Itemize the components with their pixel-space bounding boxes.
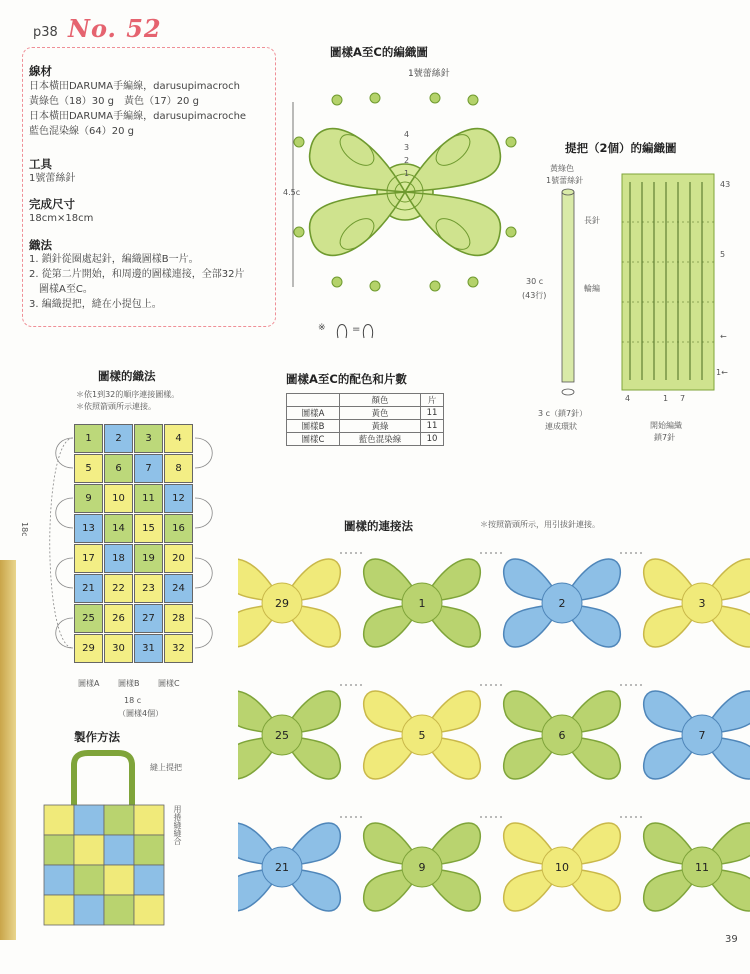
layout-cell: 18	[104, 544, 133, 573]
layout-bottom-sub: （圖樣4個）	[118, 709, 164, 718]
joining-motif-number: 10	[555, 861, 569, 874]
layout-cell: 11	[134, 484, 163, 513]
joining-motif-number: 21	[275, 861, 289, 874]
joining-title: 圖樣的連接法	[344, 519, 413, 533]
layout-cell: 25	[74, 604, 103, 633]
bag-diagram	[38, 745, 168, 940]
motif-chart-hook: 1號蕾絲針	[408, 69, 450, 79]
method-line: 1. 鎖針從圈處起針，編織圖樣B一片。	[29, 254, 199, 265]
handle-rows: (43行)	[522, 291, 547, 300]
handle-hook: 1號蕾絲針	[546, 176, 584, 185]
page-number-left: p38	[33, 25, 58, 40]
layout-cell: 30	[104, 634, 133, 663]
layout-side-label: 18c	[20, 522, 29, 537]
joining-motif	[364, 691, 481, 779]
layout-cell: 9	[74, 484, 103, 513]
layout-cell: 6	[104, 454, 133, 483]
method-line: 2. 從第二片開始，和周邊的圖樣連接，全部32片	[29, 269, 245, 280]
picot-stitch-icon	[332, 314, 382, 344]
joining-motif	[644, 691, 750, 779]
layout-cell: 19	[134, 544, 163, 573]
joining-motif-number: 3	[698, 597, 706, 610]
layout-cell: 1	[74, 424, 103, 453]
joining-motif-number: 2	[558, 597, 566, 610]
layout-note: ＊依1到32的順序連接圖樣。	[76, 390, 180, 399]
joining-motif	[504, 823, 621, 911]
joining-motif	[644, 823, 750, 911]
table-cell: 片	[421, 394, 444, 407]
handle-col-label: 1	[663, 394, 669, 403]
table-cell: 藍色混染線	[340, 433, 421, 446]
handle-row-label: 5	[720, 250, 726, 259]
table-row	[287, 394, 444, 407]
layout-cell: 8	[164, 454, 193, 483]
book-spine-edge	[0, 560, 16, 940]
handle-start-note: 開始編織	[650, 421, 682, 430]
color-table	[286, 393, 444, 446]
layout-cell: 14	[104, 514, 133, 543]
layout-cell: 26	[104, 604, 133, 633]
layout-title: 圖樣的織法	[98, 369, 156, 383]
table-cell: 顏色	[340, 394, 421, 407]
handle-stitch-chart	[620, 172, 716, 394]
materials-line: 黃綠色（18）30 g 黃色（17）20 g	[29, 96, 199, 107]
materials-line: 日本橫田DARUMA手編線，darusupimacroche	[29, 111, 247, 122]
joining-motif-number: 5	[418, 729, 426, 742]
layout-cell: 16	[164, 514, 193, 543]
color-table-title: 圖樣A至C的配色和片數	[286, 372, 407, 386]
svg-text:=: =	[352, 324, 361, 335]
round-label: 1	[404, 169, 410, 178]
round-label: 2	[404, 156, 410, 165]
stitch-note-symbol: ※	[318, 323, 326, 333]
motif-chart-title: 圖樣A至C的編織圖	[330, 45, 428, 59]
legend-item: 圖樣C	[158, 679, 180, 688]
layout-cell: 17	[74, 544, 103, 573]
table-row	[287, 433, 444, 446]
legend-item: 圖樣B	[118, 679, 140, 688]
table-cell: 11	[421, 420, 444, 433]
layout-cell: 3	[134, 424, 163, 453]
materials-lines	[29, 79, 246, 139]
making-title: 製作方法	[74, 730, 120, 744]
layout-note: ＊依照箭頭所示連接。	[76, 402, 156, 411]
round-label: 3	[404, 143, 410, 152]
layout-cell: 21	[74, 574, 103, 603]
handle-row-label: ←	[720, 332, 727, 341]
joining-motif-number: 6	[558, 729, 566, 742]
handle-chain-note-2: 連成環狀	[545, 422, 577, 431]
layout-cell: 4	[164, 424, 193, 453]
joining-motif	[364, 559, 481, 647]
joining-note: ＊按照箭頭所示，用引拔針連接。	[480, 520, 600, 529]
table-cell: 圖樣C	[287, 433, 340, 446]
joining-motif	[238, 559, 340, 647]
layout-cell: 7	[134, 454, 163, 483]
method-line: 3. 編織提把，縫在小提包上。	[29, 299, 162, 310]
layout-cell: 10	[104, 484, 133, 513]
layout-cell: 12	[164, 484, 193, 513]
handle-row-label: 1←	[716, 368, 728, 377]
joining-motif	[364, 823, 481, 911]
joining-motif	[238, 691, 340, 779]
joining-motifs-svg	[238, 545, 750, 935]
layout-cell: 13	[74, 514, 103, 543]
page-number-right: 39	[725, 934, 738, 945]
joining-motif	[238, 823, 340, 911]
joining-motif-number: 11	[695, 861, 709, 874]
table-cell: 黃色	[340, 407, 421, 420]
layout-cell: 22	[104, 574, 133, 603]
size-line: 18cm×18cm	[29, 213, 94, 224]
handle-color: 黃綠色	[550, 164, 574, 173]
layout-cell: 15	[134, 514, 163, 543]
table-cell: 11	[421, 407, 444, 420]
joining-motif-number: 1	[418, 597, 426, 610]
handle-start-note-2: 鎖7針	[654, 433, 676, 442]
round-label: 4	[404, 130, 410, 139]
tools-heading: 工具	[29, 157, 52, 171]
layout-grid	[74, 424, 194, 664]
layout-cell: 29	[74, 634, 103, 663]
joining-motif	[504, 691, 621, 779]
table-row	[287, 420, 444, 433]
joining-motif-number: 29	[275, 597, 289, 610]
size-heading: 完成尺寸	[29, 197, 75, 211]
table-cell: 黃綠	[340, 420, 421, 433]
method-line: 圖樣A至C。	[39, 284, 93, 295]
handle-sew-note: 縫上提把	[150, 763, 182, 772]
handle-col-label: 7	[680, 394, 686, 403]
handle-chart-title: 提把（2個）的編織圖	[565, 141, 677, 155]
layout-cell: 24	[164, 574, 193, 603]
table-row	[287, 407, 444, 420]
table-cell: 圖樣A	[287, 407, 340, 420]
layout-cell: 5	[74, 454, 103, 483]
joining-diagram	[238, 545, 750, 935]
joining-motif-number: 7	[698, 729, 706, 742]
table-cell: 10	[421, 433, 444, 446]
joining-motif	[504, 559, 621, 647]
layout-cell: 27	[134, 604, 163, 633]
layout-cell: 31	[134, 634, 163, 663]
handle-chain-note: 3 c（鎖7針）	[538, 409, 588, 418]
handle-stitch-2: 輪編	[584, 284, 600, 293]
handle-length: 30 c	[526, 277, 544, 286]
pattern-number: No. 52	[68, 14, 162, 43]
materials-line: 日本橫田DARUMA手編線，darusupimacroch	[29, 81, 240, 92]
layout-cell: 32	[164, 634, 193, 663]
layout-cell: 28	[164, 604, 193, 633]
layout-cell: 20	[164, 544, 193, 573]
legend-item: 圖樣A	[78, 679, 100, 688]
method-lines	[29, 252, 244, 312]
handle-row-label: 43	[720, 180, 731, 189]
tools-line: 1號蕾絲針	[29, 173, 76, 184]
materials-line: 藍色混染線（64）20 g	[29, 126, 134, 137]
handle-stitch-1: 長針	[584, 216, 600, 225]
motif-size-label: 4.5c	[283, 188, 301, 197]
handle-col-label: 4	[625, 394, 631, 403]
joining-motif-number: 9	[418, 861, 426, 874]
joining-motif-number: 25	[275, 729, 289, 742]
method-heading: 織法	[29, 238, 52, 252]
layout-cell: 2	[104, 424, 133, 453]
layout-bottom-label: 18 c	[124, 696, 142, 705]
materials-heading: 線材	[29, 64, 52, 78]
layout-cell: 23	[134, 574, 163, 603]
table-cell: 圖樣B	[287, 420, 340, 433]
joining-motif	[644, 559, 750, 647]
motif-chart-diagram	[285, 82, 525, 302]
side-sew-note: 用捲縫縫合	[173, 805, 182, 845]
table-cell	[287, 394, 340, 407]
